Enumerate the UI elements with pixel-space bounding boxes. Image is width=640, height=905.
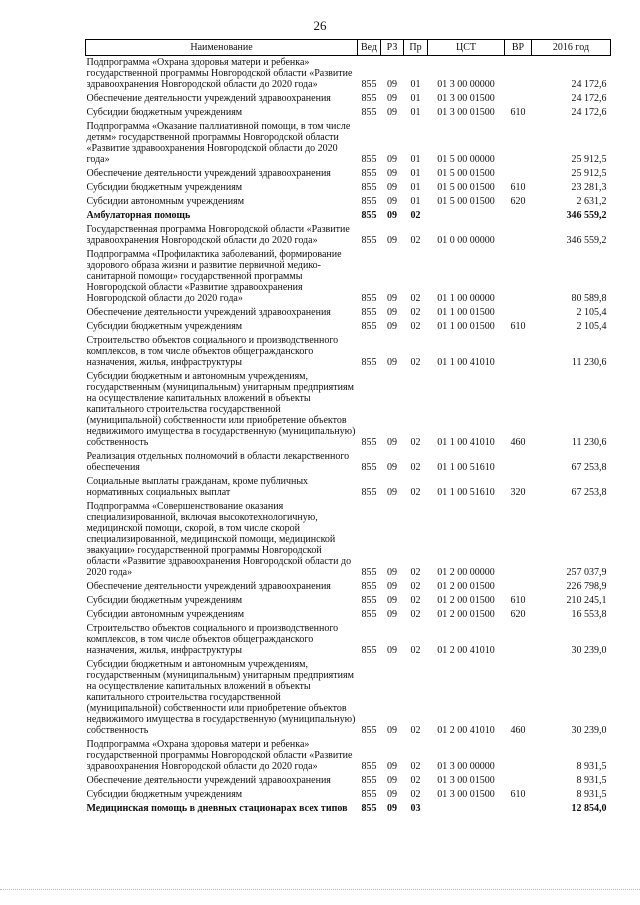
table-row (86, 622, 611, 658)
cell-amount: 67 253,8 (571, 462, 607, 473)
cell-rz: 09 (387, 168, 397, 179)
cell-vr (505, 120, 532, 167)
cell-cst: 01 3 00 01500 (437, 775, 495, 786)
cell-ved: 855 (361, 235, 377, 246)
table-row (86, 608, 611, 622)
cell-vr: 320 (510, 487, 526, 498)
cell-vr (505, 167, 532, 181)
cell-vr (505, 738, 532, 774)
cell-cst: 01 5 00 00000 (437, 154, 495, 165)
cell-rz: 09 (387, 803, 397, 814)
cell-name: Строительство объектов социального и производственного комплексов, в том числе объектов общегражданского назначения, жилья, инфраструктуры (86, 335, 339, 368)
cell-vr: 610 (510, 321, 526, 332)
cell-ved: 855 (361, 321, 377, 332)
cell-cst: 01 2 00 01500 (437, 595, 495, 606)
cell-rz: 09 (387, 645, 397, 656)
cell-vr: 620 (510, 609, 526, 620)
cell-pr: 02 (410, 487, 421, 498)
cell-rz: 09 (387, 293, 397, 304)
cell-name: Субсидии автономным учреждениям (86, 609, 245, 620)
cell-cst: 01 3 00 00000 (437, 79, 495, 90)
table-row (86, 195, 611, 209)
cell-rz: 09 (387, 581, 397, 592)
cell-amount: 67 253,8 (571, 487, 607, 498)
cell-rz: 09 (387, 235, 397, 246)
cell-vr (505, 500, 532, 580)
cell-vr (505, 450, 532, 475)
cell-rz: 09 (387, 321, 397, 332)
cell-amount: 80 589,8 (571, 293, 607, 304)
cell-vr (505, 248, 532, 306)
cell-vr (505, 223, 532, 248)
cell-rz: 09 (387, 789, 397, 800)
cell-name: Обеспечение деятельности учреждений здравоохранения (86, 581, 331, 592)
cell-amount: 24 172,6 (571, 107, 607, 118)
cell-name: Подпрограмма «Охрана здоровья матери и ребенка» государственной программы Новгородской области «Развитие здравоохранения Новгородской области до 2020 года» (86, 739, 353, 772)
cell-ved: 855 (361, 182, 377, 193)
cell-vr: 460 (510, 725, 526, 736)
cell-name: Государственная программа Новгородской области «Развитие здравоохранения Новгородской области до 2020 года» (86, 224, 350, 246)
cell-name: Субсидии бюджетным и автономным учреждениям, государственным (муниципальным) унитарным предприятиям на осуществление капитальных вложений в объекты капитального строительства государственной (муниципальной) собственности или приобретение объектов недвижимого имущества в государственную (муниципальную) собственность (86, 659, 356, 736)
header-year: 2016 год (532, 40, 611, 56)
cell-rz: 09 (387, 93, 397, 104)
cell-amount: 257 037,9 (566, 567, 607, 578)
cell-amount: 30 239,0 (571, 645, 607, 656)
cell-pr: 02 (410, 307, 421, 318)
cell-amount: 2 105,4 (576, 307, 607, 318)
header-pr: Пр (404, 40, 428, 56)
cell-ved: 855 (361, 789, 377, 800)
cell-pr: 01 (410, 79, 421, 90)
cell-name: Социальные выплаты гражданам, кроме публичных нормативных социальных выплат (86, 476, 309, 498)
cell-vr (505, 774, 532, 788)
header-ved: Вед (358, 40, 381, 56)
cell-name: Субсидии автономным учреждениям (86, 196, 245, 207)
cell-vr (505, 334, 532, 370)
cell-ved: 855 (361, 725, 377, 736)
cell-cst: 01 2 00 00000 (437, 567, 495, 578)
cell-cst: 01 1 00 00000 (437, 293, 495, 304)
cell-pr: 02 (410, 761, 421, 772)
cell-pr: 02 (410, 567, 421, 578)
cell-amount: 25 912,5 (571, 168, 607, 179)
cell-amount: 2 105,4 (576, 321, 607, 332)
cell-ved: 855 (361, 645, 377, 656)
cell-pr: 02 (410, 775, 421, 786)
table-row (86, 334, 611, 370)
cell-cst: 01 2 00 41010 (437, 645, 495, 656)
cell-ved: 855 (361, 107, 377, 118)
table-row (86, 788, 611, 802)
cell-ved: 855 (361, 462, 377, 473)
budget-table (85, 39, 611, 816)
cell-amount: 2 631,2 (576, 196, 607, 207)
cell-vr: 610 (510, 789, 526, 800)
cell-cst: 01 3 00 00000 (437, 761, 495, 772)
cell-ved: 855 (361, 293, 377, 304)
cell-amount: 24 172,6 (571, 79, 607, 90)
cell-vr (505, 580, 532, 594)
cell-cst (428, 209, 505, 223)
cell-pr: 02 (410, 609, 421, 620)
cell-amount: 24 172,6 (571, 93, 607, 104)
cell-cst: 01 5 00 01500 (437, 168, 495, 179)
cell-cst: 01 3 00 01500 (437, 107, 495, 118)
cell-ved: 855 (361, 775, 377, 786)
cell-pr: 02 (410, 462, 421, 473)
cell-vr: 460 (510, 437, 526, 448)
cell-cst: 01 2 00 01500 (437, 609, 495, 620)
cell-name: Субсидии бюджетным учреждениям (86, 182, 243, 193)
cell-rz: 09 (387, 567, 397, 578)
cell-pr: 01 (410, 168, 421, 179)
cell-pr: 02 (410, 210, 421, 221)
cell-rz: 09 (387, 357, 397, 368)
cell-amount: 25 912,5 (571, 154, 607, 165)
header-name: Наименование (86, 40, 358, 56)
cell-pr: 01 (410, 107, 421, 118)
cell-rz: 09 (387, 307, 397, 318)
table-row (86, 450, 611, 475)
cell-cst: 01 3 00 01500 (437, 93, 495, 104)
cell-amount: 12 854,0 (571, 803, 607, 814)
cell-pr: 02 (410, 595, 421, 606)
cell-amount: 16 553,8 (571, 609, 607, 620)
cell-amount: 8 931,5 (576, 761, 607, 772)
table-row (86, 56, 611, 93)
cell-name: Подпрограмма «Охрана здоровья матери и ребенка» государственной программы Новгородской области «Развитие здравоохранения Новгородской области до 2020 года» (86, 57, 353, 90)
cell-cst: 01 2 00 41010 (437, 725, 495, 736)
cell-rz: 09 (387, 609, 397, 620)
cell-name: Строительство объектов социального и производственного комплексов, в том числе объектов общегражданского назначения, жилья, инфраструктуры (86, 623, 339, 656)
cell-rz: 09 (387, 761, 397, 772)
cell-name: Обеспечение деятельности учреждений здравоохранения (86, 307, 331, 318)
table-row (86, 738, 611, 774)
cell-ved: 855 (361, 761, 377, 772)
header-cst: ЦСТ (428, 40, 505, 56)
cell-ved: 855 (361, 93, 377, 104)
cell-name: Подпрограмма «Оказание паллиативной помощи, в том числе детям» государственной программы Новгородской области «Развитие здравоохранения Новгородской области до 2020 года» (86, 121, 351, 165)
cell-amount: 8 931,5 (576, 775, 607, 786)
table-row (86, 92, 611, 106)
table-row (86, 475, 611, 500)
cell-cst: 01 1 00 51610 (437, 487, 495, 498)
cell-pr: 02 (410, 293, 421, 304)
table-row (86, 248, 611, 306)
header-vr: ВР (505, 40, 532, 56)
cell-rz: 09 (387, 487, 397, 498)
cell-cst (428, 802, 505, 816)
cell-rz: 09 (387, 107, 397, 118)
table-row (86, 181, 611, 195)
table-row (86, 658, 611, 738)
cell-name: Подпрограмма «Совершенствование оказания специализированной, включая высокотехнологичную, медицинской помощи, скорой, в том числе скорой специализированной, медицинской помощи, медицинской эвакуации» государственной программы Новгородской области «Развитие здравоохранения Новгородской области до 2020 года» (86, 501, 352, 578)
cell-name: Подпрограмма «Профилактика заболеваний, формирование здорового образа жизни и развитие первичной медико-санитарной помощи» государственной программы Новгородской области «Развитие здравоохранения Новгородской области до 2020 года» (86, 249, 342, 304)
cell-vr (505, 56, 532, 93)
cell-cst: 01 2 00 01500 (437, 581, 495, 592)
cell-ved: 855 (361, 487, 377, 498)
cell-amount: 11 230,6 (571, 437, 607, 448)
cell-cst: 01 1 00 41010 (437, 437, 495, 448)
cell-vr: 610 (510, 182, 526, 193)
cell-ved: 855 (361, 168, 377, 179)
cell-rz: 09 (387, 725, 397, 736)
cell-rz: 09 (387, 154, 397, 165)
cell-ved: 855 (361, 196, 377, 207)
cell-rz: 09 (387, 79, 397, 90)
cell-amount: 346 559,2 (566, 235, 607, 246)
cell-name: Субсидии бюджетным учреждениям (86, 107, 243, 118)
cell-pr: 02 (410, 581, 421, 592)
cell-ved: 855 (361, 154, 377, 165)
cell-cst: 01 1 00 01500 (437, 307, 495, 318)
cell-ved: 855 (361, 567, 377, 578)
table-body (86, 56, 611, 817)
cell-pr: 02 (410, 235, 421, 246)
cell-pr: 02 (410, 725, 421, 736)
cell-name: Обеспечение деятельности учреждений здравоохранения (86, 93, 331, 104)
cell-name: Субсидии бюджетным учреждениям (86, 789, 243, 800)
cell-vr: 610 (510, 595, 526, 606)
cell-pr: 02 (410, 789, 421, 800)
cell-vr (505, 306, 532, 320)
cell-pr: 02 (410, 645, 421, 656)
cell-name: Реализация отдельных полномочий в области лекарственного обеспечения (86, 451, 350, 473)
scan-edge-divider (0, 889, 640, 891)
cell-amount: 23 281,3 (571, 182, 607, 193)
cell-ved: 855 (361, 581, 377, 592)
cell-amount: 346 559,2 (566, 210, 607, 221)
cell-name: Обеспечение деятельности учреждений здравоохранения (86, 775, 331, 786)
cell-pr: 01 (410, 196, 421, 207)
cell-amount: 8 931,5 (576, 789, 607, 800)
cell-name: Обеспечение деятельности учреждений здравоохранения (86, 168, 331, 179)
cell-name: Субсидии бюджетным учреждениям (86, 595, 243, 606)
table-row (86, 306, 611, 320)
cell-amount: 30 239,0 (571, 725, 607, 736)
cell-vr (505, 802, 532, 816)
cell-vr: 620 (510, 196, 526, 207)
table-row (86, 320, 611, 334)
cell-ved: 855 (361, 210, 377, 221)
cell-rz: 09 (387, 462, 397, 473)
cell-cst: 01 0 00 00000 (437, 235, 495, 246)
table-row (86, 500, 611, 580)
cell-name: Субсидии бюджетным и автономным учреждениям, государственным (муниципальным) унитарным предприятиям на осуществление капитальных вложений в объекты капитального строительства государственной (муниципальной) собственности или приобретение объектов недвижимого имущества в государственную (муниципальную) собственность (86, 371, 356, 448)
cell-ved: 855 (361, 595, 377, 606)
cell-rz: 09 (387, 210, 397, 221)
cell-pr: 03 (410, 803, 421, 814)
cell-ved: 855 (361, 437, 377, 448)
cell-pr: 02 (410, 321, 421, 332)
cell-vr (505, 92, 532, 106)
table-row (86, 167, 611, 181)
cell-name: Медицинская помощь в дневных стационарах всех типов (86, 803, 348, 814)
cell-name: Амбулаторная помощь (86, 210, 191, 221)
cell-vr (505, 622, 532, 658)
cell-rz: 09 (387, 196, 397, 207)
cell-pr: 02 (410, 357, 421, 368)
cell-rz: 09 (387, 595, 397, 606)
table-row (86, 120, 611, 167)
table-row (86, 223, 611, 248)
cell-pr: 01 (410, 182, 421, 193)
cell-cst: 01 1 00 41010 (437, 357, 495, 368)
cell-ved: 855 (361, 79, 377, 90)
table-row (86, 580, 611, 594)
cell-cst: 01 3 00 01500 (437, 789, 495, 800)
header-rz: РЗ (381, 40, 404, 56)
table-row (86, 209, 611, 223)
cell-ved: 855 (361, 803, 377, 814)
cell-ved: 855 (361, 609, 377, 620)
cell-vr (505, 209, 532, 223)
cell-amount: 11 230,6 (571, 357, 607, 368)
table-row (86, 802, 611, 816)
cell-cst: 01 1 00 51610 (437, 462, 495, 473)
cell-ved: 855 (361, 307, 377, 318)
cell-rz: 09 (387, 182, 397, 193)
table-row (86, 370, 611, 450)
table-row (86, 774, 611, 788)
cell-cst: 01 5 00 01500 (437, 196, 495, 207)
cell-rz: 09 (387, 775, 397, 786)
cell-cst: 01 5 00 01500 (437, 182, 495, 193)
cell-pr: 01 (410, 154, 421, 165)
cell-vr: 610 (510, 107, 526, 118)
cell-amount: 226 798,9 (566, 581, 607, 592)
cell-ved: 855 (361, 357, 377, 368)
table-row (86, 594, 611, 608)
cell-amount: 210 245,1 (566, 595, 607, 606)
cell-name: Субсидии бюджетным учреждениям (86, 321, 243, 332)
table-row (86, 106, 611, 120)
table-header-row (86, 40, 611, 56)
page-number: 26 (313, 18, 327, 33)
cell-rz: 09 (387, 437, 397, 448)
cell-pr: 01 (410, 93, 421, 104)
cell-pr: 02 (410, 437, 421, 448)
cell-cst: 01 1 00 01500 (437, 321, 495, 332)
